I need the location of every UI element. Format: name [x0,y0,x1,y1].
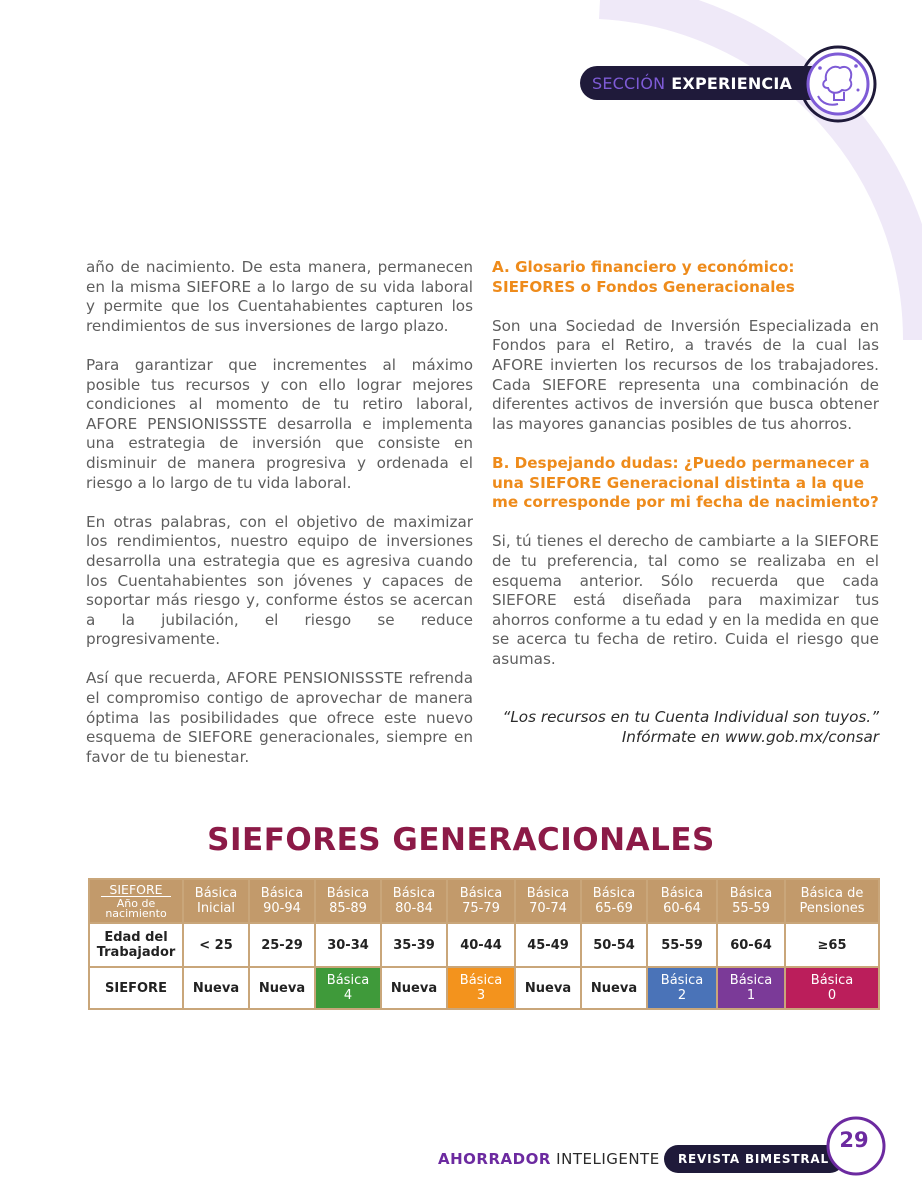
paragraph: Para garantizar que incrementes al máximo posible tus recursos y con ello lograr mejores condiciones al momento de tu retiro laboral, AFORE PENSIONISSSTE desarrolla e implementa una estrategia de inversión que consiste en disminuir de manera progresiva y ordenada el riesgo a lo largo de tu vida laboral. [86,355,473,492]
table-cell: Nueva [249,967,315,1009]
table-header-cell: Básica 65-69 [581,879,647,923]
right-column [492,258,879,767]
row-label-siefore: SIEFORE [89,967,183,1009]
corner-year-label-1: Año de [116,896,156,910]
quote-link-line: Infórmate en www.gob.mx/consar [621,728,879,747]
paragraph: Son una Sociedad de Inversión Especializada en Fondos para el Retiro, a través de la cual las AFORE invierten los recursos de los trabajadores. Cada SIEFORE representa una combinación de diferentes activos de inversión que busca obtener las mayores ganancias posibles de tus ahorros. [492,316,879,433]
table-cell: ≥65 [785,923,879,967]
footer-brand-bold: AHORRADOR [438,1150,551,1168]
table-cell: < 25 [183,923,249,967]
table-header-cell: Básica 85-89 [315,879,381,923]
table-row-edad [89,923,879,967]
table-header-row [89,879,879,923]
table-header-cell: Básica de Pensiones [785,879,879,923]
left-column [86,258,473,787]
table-corner-cell [89,879,183,923]
table-cell: 50-54 [581,923,647,967]
table-cell: 40-44 [447,923,515,967]
table-cell: 55-59 [647,923,717,967]
heading-despejando-dudas: B. Despejando dudas: ¿Puedo permanecer a una SIEFORE Generacional distinta a la que me corresponde por mi fecha de nacimiento? [492,453,879,512]
table-header-cell: Básica 90-94 [249,879,315,923]
footer-brand-light: INTELIGENTE [556,1150,660,1168]
paragraph: Así que recuerda, AFORE PENSIONISSSTE refrenda el compromiso contigo de aprovechar de manera óptima las posibilidades que ofrece este nuevo esquema de SIEFORE generacionales, siempre en favor de tu bienestar. [86,669,473,766]
table-row-siefore [89,967,879,1009]
table-cell: Nueva [183,967,249,1009]
section-label [580,66,830,100]
table-cell: 30-34 [315,923,381,967]
paragraph: En otras palabras, con el objetivo de maximizar los rendimientos, nuestro equipo de inversiones desarrolla una estrategia que es agresiva cuando los Cuentahabientes son jóvenes y capaces de soportar más riesgo y, conforme éstos se acercan a la jubilación, el riesgo se reduce progresivamente. [86,512,473,649]
table-cell: 60-64 [717,923,785,967]
table-cell-basica-4: Básica 4 [315,967,381,1009]
footer-magazine-label: REVISTA BIMESTRAL [664,1145,844,1173]
table-cell: Nueva [515,967,581,1009]
table-header-cell: Básica Inicial [183,879,249,923]
table-cell-basica-1: Básica 1 [717,967,785,1009]
footer-brand [438,1150,660,1168]
corner-siefore-label: SIEFORE [101,884,170,897]
section-label-light: SECCIÓN [592,73,666,93]
table-header-cell: Básica 55-59 [717,879,785,923]
table-cell: 35-39 [381,923,447,967]
table-cell: 45-49 [515,923,581,967]
table-cell-basica-3: Básica 3 [447,967,515,1009]
table-cell: Nueva [581,967,647,1009]
table-header-cell: Básica 60-64 [647,879,717,923]
table-header-cell: Básica 70-74 [515,879,581,923]
table-cell: 25-29 [249,923,315,967]
table-header-cell: Básica 80-84 [381,879,447,923]
quote-line: “Los recursos en tu Cuenta Individual son tuyos.” [502,708,879,727]
table-title: SIEFORES GENERACIONALES [207,822,715,858]
table-cell: Nueva [381,967,447,1009]
quote [492,708,879,747]
section-label-bold: EXPERIENCIA [671,73,793,93]
corner-year-label-2: nacimiento [105,906,167,920]
table-header-cell: Básica 75-79 [447,879,515,923]
table-cell-basica-2: Básica 2 [647,967,717,1009]
row-label-edad: Edad del Trabajador [89,923,183,967]
paragraph: año de nacimiento. De esta manera, permanecen en la misma SIEFORE a lo largo de su vida laboral y permite que los Cuentahabientes capturen los rendimientos de sus inversiones de largo plazo. [86,258,473,335]
siefores-table [88,878,880,1010]
page-number: 29 [839,1128,869,1152]
brain-bulb-icon [798,44,878,124]
paragraph: Si, tú tienes el derecho de cambiarte a la SIEFORE de tu preferencia, tal como se realizaba en el esquema anterior. Sólo recuerda que cada SIEFORE está diseñada para maximizar tus ahorros conforme a tu edad y en la medida en que se acerca tu fecha de retiro. Cuida el riesgo que asumas. [492,532,879,668]
heading-glosario: A. Glosario financiero y económico: SIEFORES o Fondos Generacionales [492,258,795,296]
table-cell-basica-0: Básica 0 [785,967,879,1009]
